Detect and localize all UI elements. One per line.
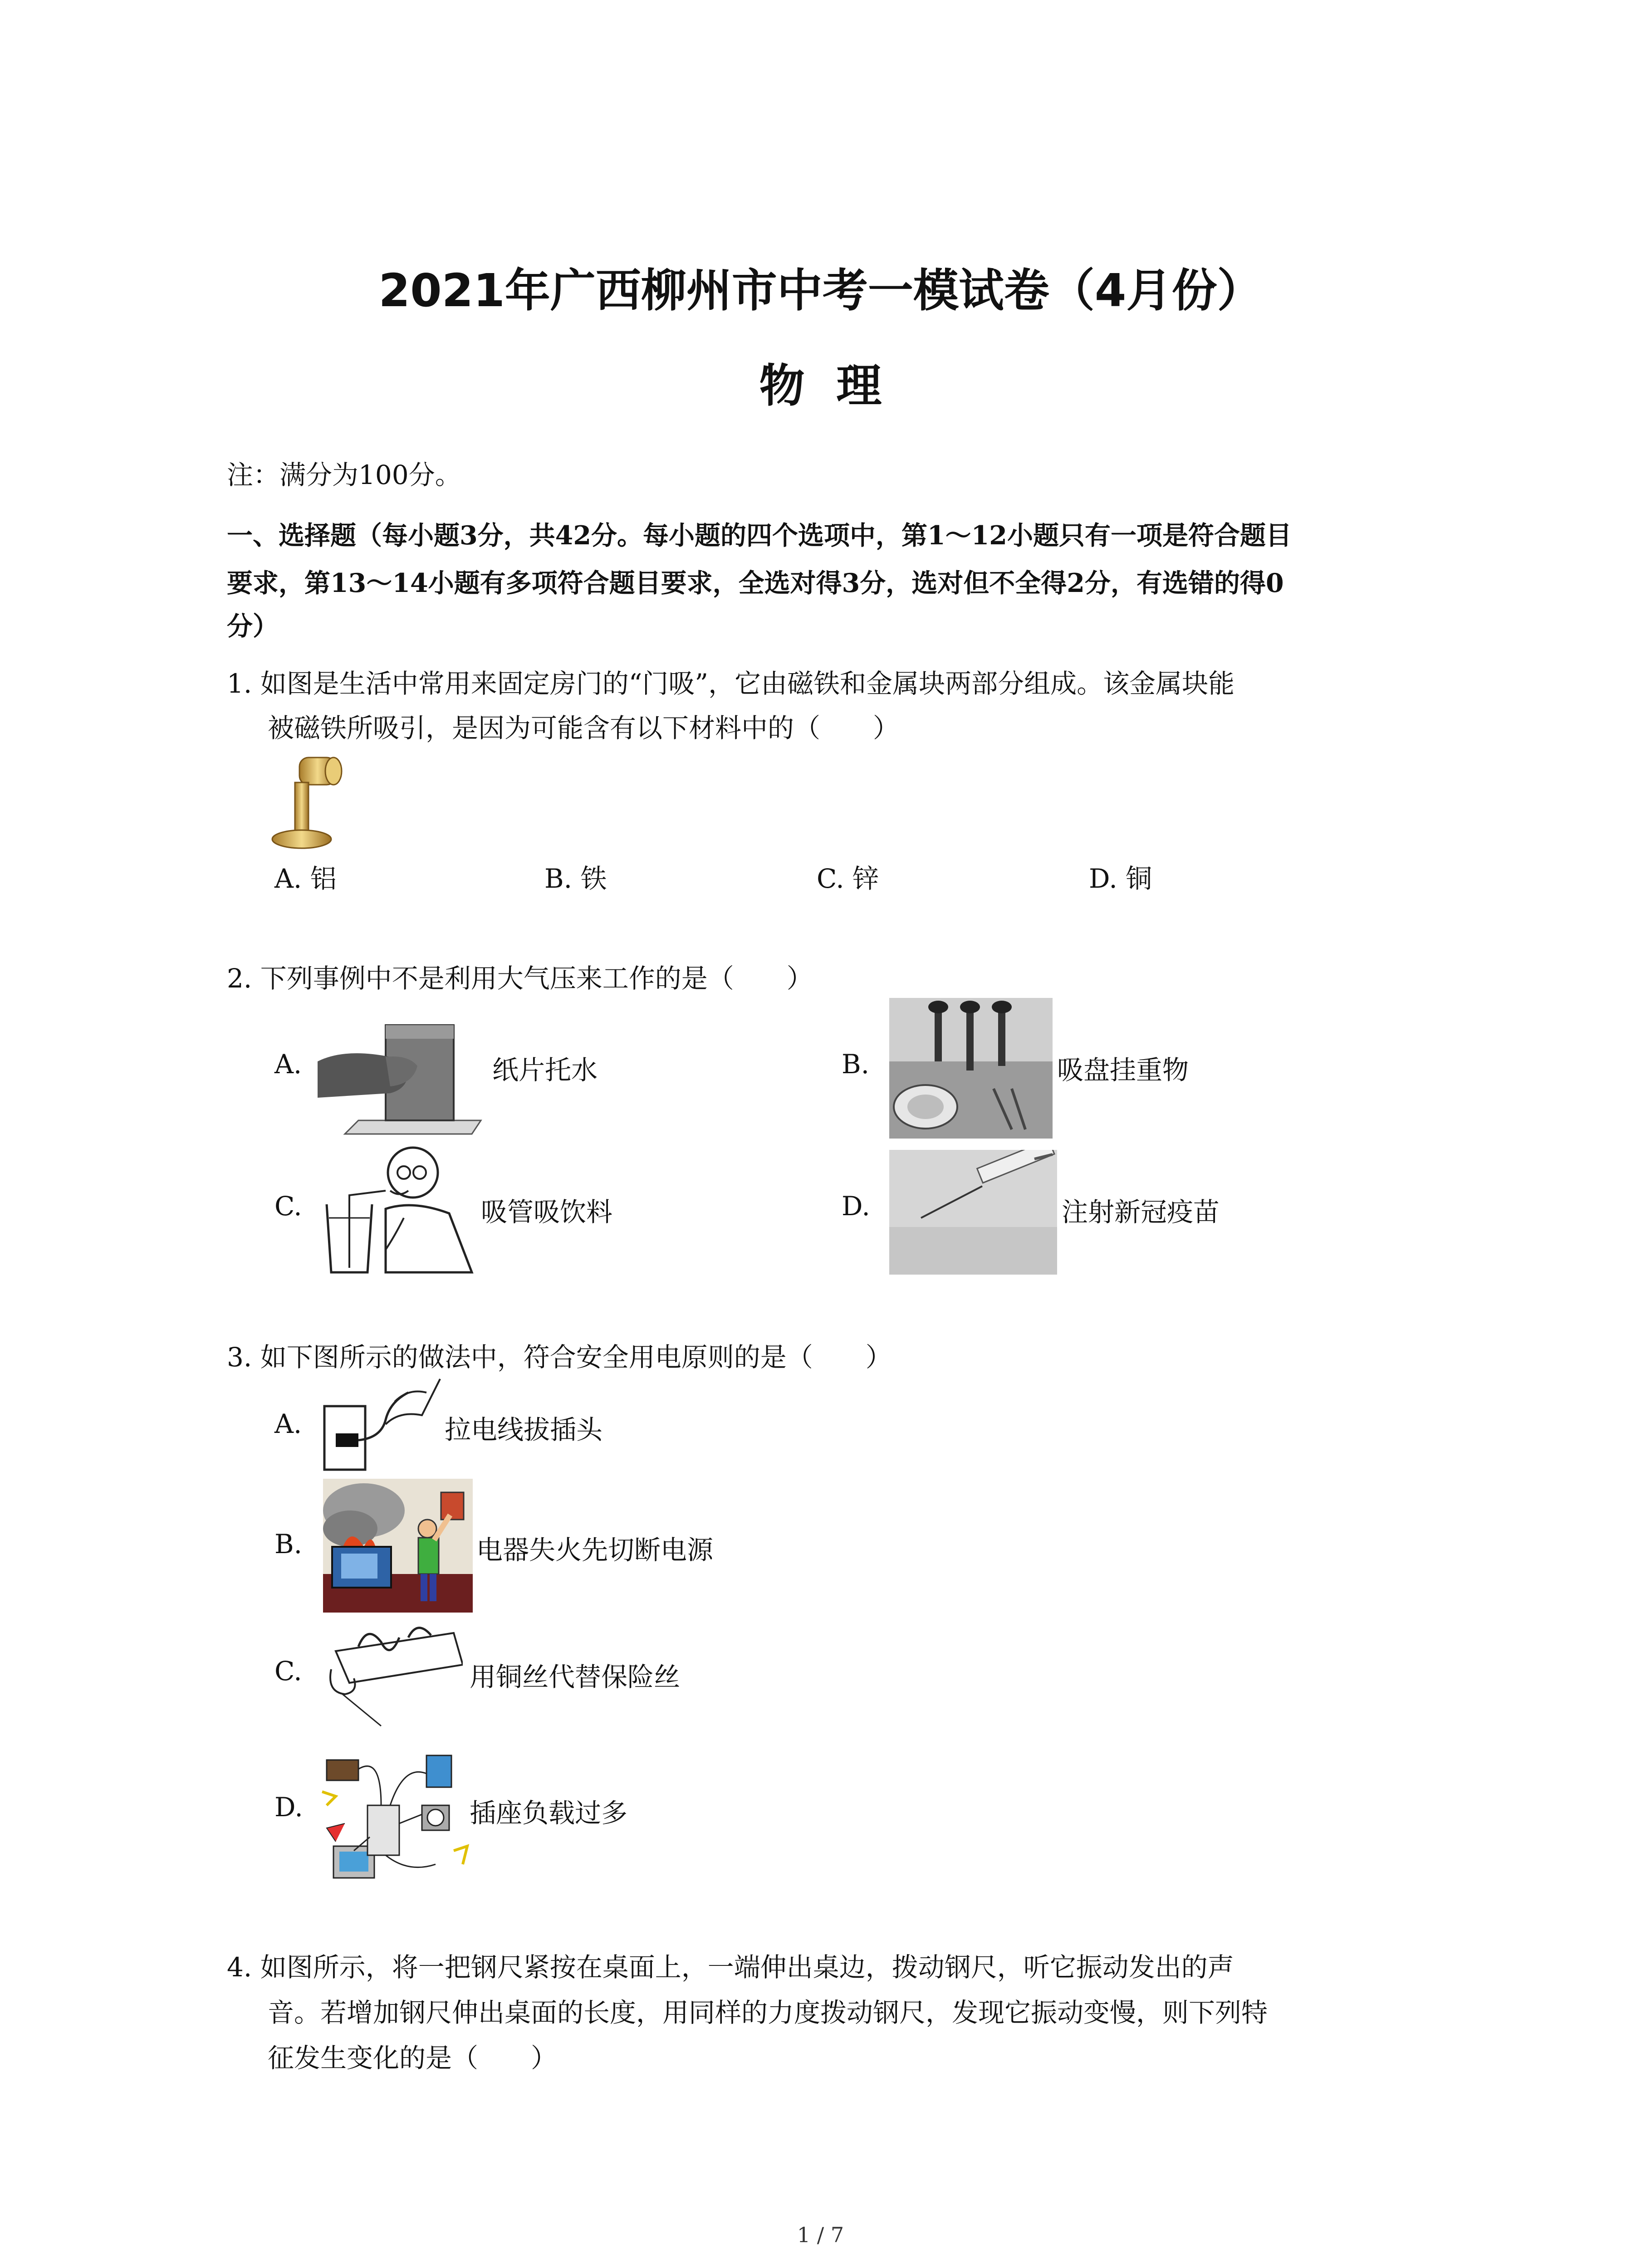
q1-option-d: D. 铜	[1089, 863, 1152, 894]
pull-wire-plug-image	[318, 1374, 445, 1474]
q1-option-a: A. 铝	[274, 863, 337, 894]
q1-option-c: C. 锌	[817, 863, 879, 894]
straw-drinking-image	[318, 1141, 481, 1277]
door-stop-image	[268, 748, 349, 853]
score-note: 注：满分为100分。	[227, 459, 461, 490]
overloaded-socket-image	[318, 1737, 476, 1887]
q2-option-d-text: 注射新冠疫苗	[1062, 1197, 1220, 1227]
q3-option-a-letter: A.	[274, 1408, 302, 1439]
q1-option-b: B. 铁	[544, 863, 607, 894]
q2-option-b-letter: B.	[842, 1049, 870, 1080]
section-heading-line: 要求，第13～14小题有多项符合题目要求，全选对得3分，选对但不全得2分，有选错的得0	[227, 568, 1284, 598]
q3-option-a-text: 拉电线拔插头	[445, 1414, 603, 1445]
q4-stem-line: 征发生变化的是（ ）	[268, 2043, 558, 2073]
q2-stem: 2. 下列事例中不是利用大气压来工作的是（ ）	[227, 963, 813, 994]
subject-title: 物 理	[759, 359, 882, 412]
q1-stem-line: 被磁铁所吸引，是因为可能含有以下材料中的（ ）	[268, 713, 900, 743]
q2-option-c-text: 吸管吸饮料	[481, 1197, 613, 1227]
q2-option-c-letter: C.	[274, 1191, 302, 1222]
q4-stem-line: 4. 如图所示，将一把钢尺紧按在桌面上，一端伸出桌边，拨动钢尺，听它振动发出的声	[227, 1952, 1234, 1983]
suction-cup-image	[889, 998, 1053, 1139]
q3-option-c-letter: C.	[274, 1656, 302, 1686]
q2-option-d-letter: D.	[842, 1191, 870, 1222]
paper-holds-water-image	[318, 1007, 485, 1139]
page-number: 1 / 7	[797, 2223, 844, 2247]
q2-option-a-text: 纸片托水	[492, 1055, 598, 1085]
q3-option-d-letter: D.	[274, 1792, 303, 1823]
copper-wire-fuse-image	[318, 1615, 463, 1728]
q3-option-b-letter: B.	[274, 1529, 303, 1559]
q3-stem: 3. 如下图所示的做法中，符合安全用电原则的是（ ）	[227, 1342, 892, 1373]
q4-stem-line: 音。若增加钢尺伸出桌面的长度，用同样的力度拨动钢尺，发现它振动变慢，则下列特	[268, 1997, 1268, 2028]
vaccine-injection-image	[889, 1150, 1057, 1275]
exam-title: 2021年广西柳州市中考一模试卷（4月份）	[378, 264, 1263, 317]
section-heading-line: 分）	[227, 611, 279, 641]
q2-option-b-text: 吸盘挂重物	[1057, 1055, 1189, 1085]
q3-option-d-text: 插座负载过多	[470, 1798, 628, 1828]
q2-option-a-letter: A.	[274, 1049, 302, 1080]
cut-power-fire-image	[323, 1479, 473, 1613]
q1-stem-line: 1. 如图是生活中常用来固定房门的“门吸”，它由磁铁和金属块两部分组成。该金属块能	[227, 668, 1235, 699]
q3-option-b-text: 电器失火先切断电源	[476, 1535, 714, 1565]
q3-option-c-text: 用铜丝代替保险丝	[470, 1662, 681, 1692]
section-heading-line: 一、选择题（每小题3分，共42分。每小题的四个选项中，第1～12小题只有一项是符合题目	[227, 520, 1292, 551]
